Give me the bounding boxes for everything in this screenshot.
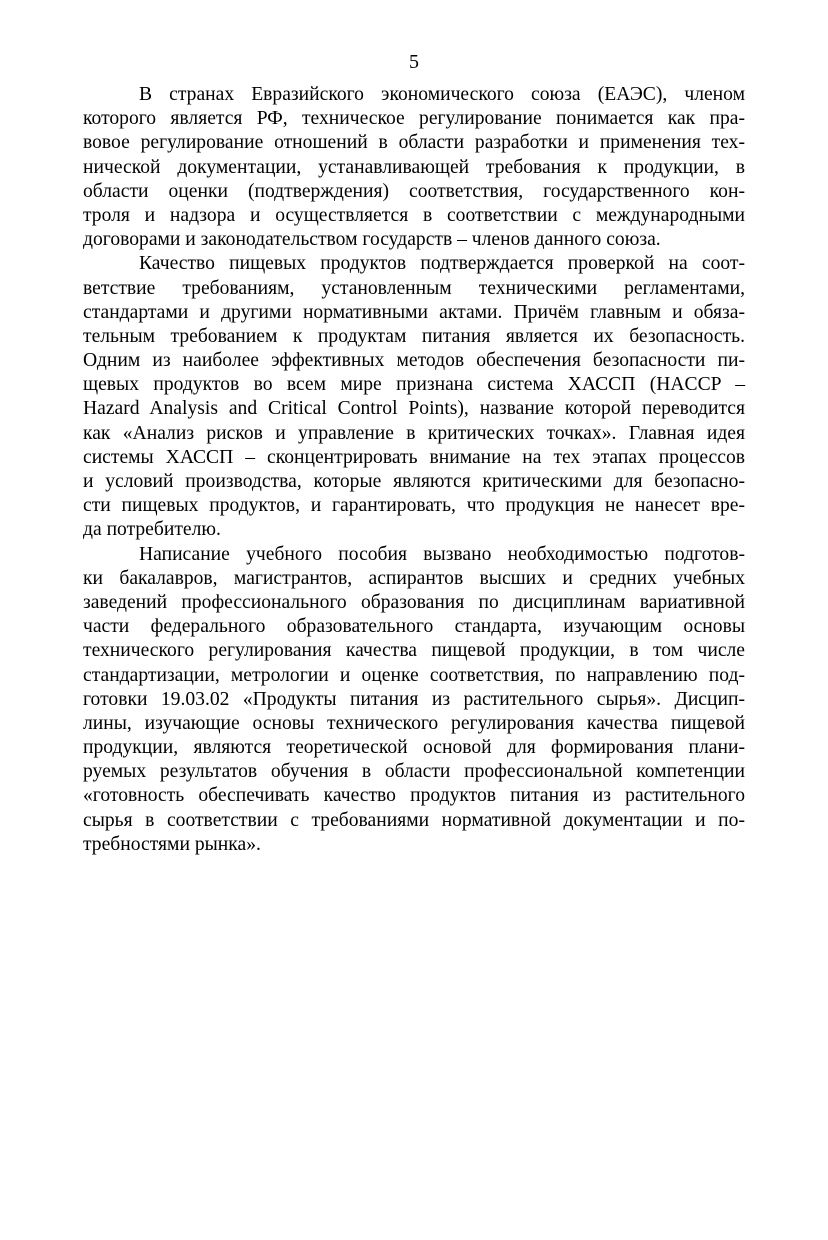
text-line: готовки 19.03.02 «Продукты питания из растительного сырья». Дисцип- [83,688,745,710]
text-line: технического регулирования качества пищевой продукции, в том числе [83,640,745,662]
text-line: продукции, являются теоретической основой для формирования плани- [83,737,745,759]
text-line: области оценки (подтверждения) соответствия, государственного кон- [83,180,745,202]
text-line: стандартами и другими нормативными актами. Причём главным и обяза- [83,301,745,323]
text-line: лины, изучающие основы технического регулирования качества пищевой [83,712,745,734]
text-line: сырья в соответствии с требованиями нормативной документации и по- [83,809,745,831]
text-line: стандартизации, метрологии и оценке соответствия, по направлению под- [83,664,745,686]
text-line: договорами и законодательством государств – членов данного союза. [83,229,661,251]
text-line: и условий производства, которые являются критическими для безопасно- [83,471,745,492]
text-line: которого является РФ, техническое регулирование понимается как пра- [83,108,745,130]
text-line: тельным требованием к продуктам питания является их безопасность. [83,325,745,347]
text-line: В странах Евразийского экономического союза (ЕАЭС), членом [139,84,745,105]
text-line: нической документации, устанавливающей требования к продукции, в [83,156,745,178]
text-line: системы ХАССП – сконцентрировать внимание на тех этапах процессов [83,446,745,468]
page-number: 5 [409,51,419,73]
paragraph-1 [83,83,745,252]
text-line: Hazard Analysis and Critical Control Points), название которой переводится [83,398,745,420]
text-line: Написание учебного пособия вызвано необходимостью подготов- [139,543,745,565]
text-line: Одним из наиболее эффективных методов обеспечения безопасности пи- [83,350,745,372]
paragraph-2 [83,252,745,542]
text-line: троля и надзора и осуществляется в соответствии с международными [83,204,745,226]
text-line: ветствие требованиям, установленным техническими регламентами, [83,277,745,299]
text-line: требностями рынка». [83,833,261,855]
text-line: ки бакалавров, магистрантов, аспирантов высших и средних учебных [83,567,745,589]
text-line: да потребителю. [83,519,221,541]
body-text [83,83,745,857]
text-line: части федерального образовательного стандарта, изучающим основы [83,616,745,638]
text-line: «готовность обеспечивать качество продуктов питания из растительного [83,785,745,807]
text-line: Качество пищевых продуктов подтверждается проверкой на соот- [139,253,745,275]
text-line: как «Анализ рисков и управление в критических точках». Главная идея [83,422,745,444]
text-line: щевых продуктов во всем мире признана система ХАССП (HACCP – [83,374,745,396]
text-line: руемых результатов обучения в области профессиональной компетенции [83,761,745,783]
text-line: сти пищевых продуктов, и гарантировать, что продукция не нанесет вре- [83,495,745,517]
text-line: заведений профессионального образования по дисциплинам вариативной [83,591,745,613]
paragraph-3 [83,543,745,857]
text-line: вовое регулирование отношений в области разработки и применения тех- [83,132,745,154]
